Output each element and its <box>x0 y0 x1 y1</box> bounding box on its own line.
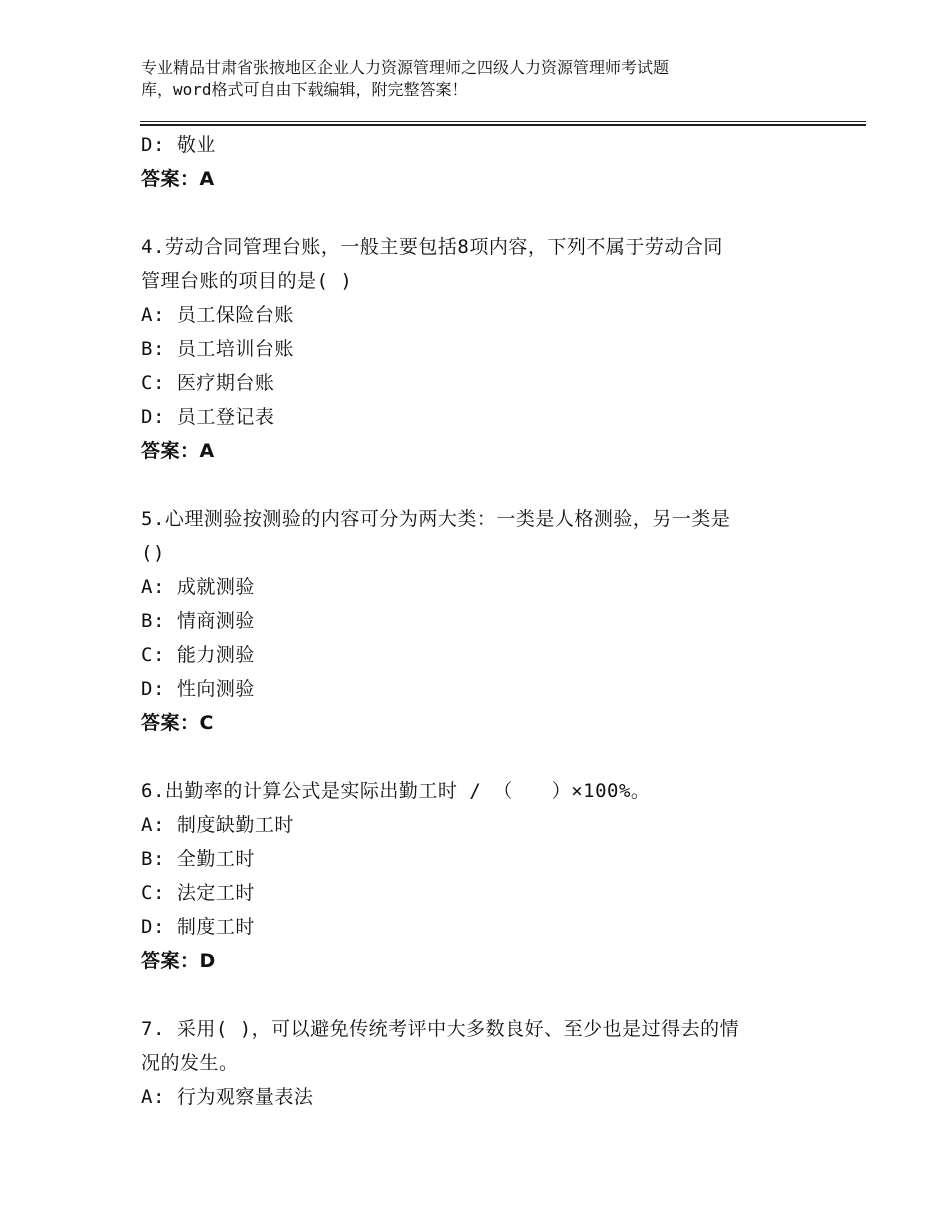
question-4 <box>141 230 831 468</box>
option-d: D: 性向测验 <box>141 678 255 700</box>
option-b: B: 员工培训台账 <box>141 338 294 360</box>
question-7 <box>141 1012 831 1114</box>
option-d: D: 员工登记表 <box>141 406 275 428</box>
header-rule-thin <box>140 121 866 122</box>
option-c: C: 能力测验 <box>141 644 255 666</box>
answer-line: 答案：A <box>141 440 215 462</box>
option-a: A: 员工保险台账 <box>141 304 294 326</box>
question-text-line-1: 5.心理测验按测验的内容可分为两大类：一类是人格测验，另一类是 <box>141 508 731 530</box>
option-d: D: 制度工时 <box>141 916 255 938</box>
spacer <box>141 978 831 1012</box>
option-a: A: 行为观察量表法 <box>141 1086 314 1108</box>
spacer <box>141 740 831 774</box>
option-a: A: 成就测验 <box>141 576 255 598</box>
header-rule-thick <box>140 124 866 126</box>
prev-question-block <box>141 128 831 196</box>
question-text-line-1: 7. 采用( )，可以避免传统考评中大多数良好、至少也是过得去的情 <box>141 1018 740 1040</box>
answer-line: 答案：A <box>141 168 215 190</box>
answer-line: 答案：C <box>141 712 214 734</box>
option-c: C: 法定工时 <box>141 882 255 904</box>
question-text-line-2: () <box>141 542 165 564</box>
option-b: B: 全勤工时 <box>141 848 255 870</box>
option-c: C: 医疗期台账 <box>141 372 275 394</box>
document-header <box>141 57 841 101</box>
spacer <box>141 468 831 502</box>
spacer <box>141 196 831 230</box>
question-5 <box>141 502 831 740</box>
question-text-line-2: 况的发生。 <box>141 1052 239 1074</box>
header-title-line-2: 库，word格式可自由下载编辑，附完整答案！ <box>141 80 468 99</box>
question-6 <box>141 774 831 978</box>
header-title-line-1: 专业精品甘肃省张掖地区企业人力资源管理师之四级人力资源管理师考试题 <box>141 58 670 77</box>
answer-line: 答案：D <box>141 950 216 972</box>
option-d: D: 敬业 <box>141 134 216 156</box>
question-text-line-2: 管理台账的项目的是( ) <box>141 270 353 292</box>
document-body <box>141 128 831 1114</box>
question-text-line-1: 4.劳动合同管理台账，一般主要包括8项内容，下列不属于劳动合同 <box>141 236 723 258</box>
question-text-line-1: 6.出勤率的计算公式是实际出勤工时 / （ ）×100%。 <box>141 780 651 802</box>
option-a: A: 制度缺勤工时 <box>141 814 294 836</box>
option-b: B: 情商测验 <box>141 610 255 632</box>
